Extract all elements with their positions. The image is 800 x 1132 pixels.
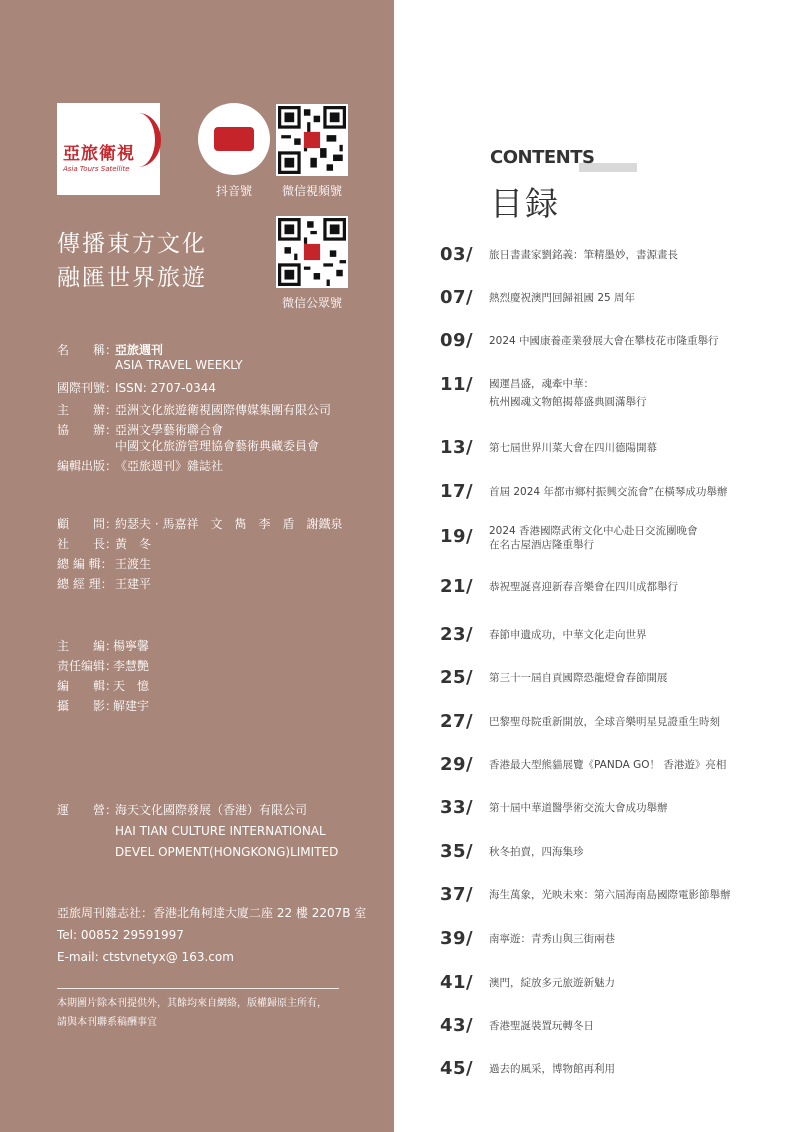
edit-value: 天 憶 — [113, 679, 150, 693]
douyin-caption: 抖音號 — [216, 184, 253, 198]
toc-page-number: 41/ — [440, 972, 474, 993]
toc-page-number: 19/ — [440, 526, 474, 547]
toc-title: 熱烈慶祝澳門回歸祖國 25 周年 — [489, 292, 636, 304]
resp-editor-key: 责任编辑： — [57, 659, 118, 673]
toc-page-number: 07/ — [440, 287, 474, 308]
masthead-block — [57, 340, 331, 476]
toc-title: 香港聖誕裝置玩轉冬日 — [489, 1020, 594, 1032]
masthead-name-value: 亞旅週刊 — [115, 343, 164, 357]
masthead-host-key: 主 辦： — [57, 403, 118, 417]
toc-title-line-2: 杭州國魂文物館揭幕盛典圓滿舉行 — [489, 396, 647, 408]
toc-page-number: 39/ — [440, 928, 474, 949]
toc-title: 2024 中國康養產業發展大會在攀枝花市隆重舉行 — [489, 335, 719, 347]
staff-block-2 — [57, 636, 149, 716]
resp-editor-value: 李慧艷 — [113, 659, 150, 673]
toc-title: 香港最大型熊貓展覽《PANDA GO！ 香港遊》亮相 — [489, 759, 727, 771]
toc-title: 國運昌盛，魂牽中華： — [489, 378, 594, 390]
contact-email[interactable]: E-mail: ctstvnetyx@ 163.com — [57, 950, 234, 964]
brand-logo — [57, 103, 160, 195]
toc-title: 第七屆世界川菜大會在四川德陽開幕 — [489, 442, 657, 454]
manager-key: 總 經 理： — [57, 577, 113, 591]
manager-value: 王建平 — [115, 577, 152, 591]
slogan-line-2: 融匯世界旅遊 — [57, 265, 207, 291]
contents-label: CONTENTS — [490, 147, 595, 168]
toc-title: 過去的風采，博物館再利用 — [489, 1063, 615, 1075]
editor-value: 楊寧馨 — [113, 639, 150, 653]
toc-title: 海生萬象，光映未來：第六屆海南島國際電影節舉辦 — [489, 889, 731, 901]
qr-pattern-icon — [278, 218, 346, 286]
operator-en-1: HAI TIAN CULTURE INTERNATIONAL — [115, 824, 326, 838]
toc-page-number: 45/ — [440, 1058, 474, 1079]
toc-title: 澳門，綻放多元旅遊新魅力 — [489, 977, 615, 989]
masthead-publisher-value: 《亞旅週刊》雜誌社 — [115, 459, 224, 473]
toc-title: 第十屆中華道醫學術交流大會成功舉辦 — [489, 802, 668, 814]
toc-page-number: 27/ — [440, 711, 474, 732]
masthead-host-value: 亞洲文化旅遊衛視國際傳媒集團有限公司 — [115, 403, 332, 417]
operator-block — [57, 800, 338, 863]
editor-key: 主 編： — [57, 639, 118, 653]
toc-title: 旅日書畫家劉銘義：筆精墨妙，書源畫長 — [489, 249, 678, 261]
toc-title: 巴黎聖母院重新開放，全球音樂明星見證重生時刻 — [489, 716, 720, 728]
masthead-issn-key: 國際刊號： — [57, 381, 118, 395]
toc-page-number: 33/ — [440, 797, 474, 818]
toc-title: 秋冬拍賣，四海集珍 — [489, 846, 584, 858]
copyright-note — [57, 994, 327, 1032]
douyin-qr-code[interactable] — [198, 103, 270, 175]
toc-page-number: 13/ — [440, 437, 474, 458]
toc-page-number: 35/ — [440, 841, 474, 862]
footer-divider — [57, 988, 339, 989]
president-value: 黃 冬 — [115, 537, 152, 551]
masthead-issn-value: ISSN: 2707-0344 — [115, 381, 217, 395]
photo-key: 攝 影： — [57, 699, 118, 713]
masthead-co-value-2: 中國文化旅游管理協會藝術典藏委員會 — [115, 439, 320, 453]
toc-page-number: 21/ — [440, 576, 474, 597]
operator-value: 海天文化國際發展（香港）有限公司 — [115, 803, 308, 817]
toc-title: 恭祝聖誕喜迎新春音樂會在四川成都舉行 — [489, 581, 678, 593]
toc-title: 2024 香港國際武術文化中心赴日交流團晚會 — [489, 525, 698, 537]
toc-title-line-2: 在名古屋酒店隆重舉行 — [489, 539, 594, 551]
douyin-logo-icon — [214, 127, 254, 151]
toc-page-number: 25/ — [440, 667, 474, 688]
wechat-public-qr-code[interactable] — [276, 216, 348, 288]
copyright-note-line-2: 請與本刊聯系稿酬事宜 — [57, 1017, 157, 1028]
toc-page-number: 43/ — [440, 1015, 474, 1036]
contact-tel: Tel: 00852 29591997 — [57, 928, 184, 942]
masthead-name-en: ASIA TRAVEL WEEKLY — [115, 358, 243, 372]
chief-editor-value: 王渡生 — [115, 557, 152, 571]
masthead-co-key: 協 辦： — [57, 423, 118, 437]
photo-value: 解建宇 — [113, 699, 150, 713]
toc-title: 第三十一屆自貢國際恐龍燈會春節開展 — [489, 672, 668, 684]
toc-page-number: 03/ — [440, 244, 474, 265]
qr-pattern-icon — [278, 106, 346, 174]
edit-key: 編 輯： — [57, 679, 118, 693]
masthead-name-key: 名 稱： — [57, 343, 118, 357]
toc-page-number: 09/ — [440, 330, 474, 351]
wechat-public-caption: 微信公眾號 — [282, 296, 343, 310]
toc-title: 春節申遺成功，中華文化走向世界 — [489, 629, 647, 641]
chief-editor-key: 總 編 輯： — [57, 557, 113, 571]
adviser-value: 約瑟夫 · 馬嘉祥 文 雋 李 盾 謝鐵泉 — [115, 517, 343, 531]
operator-en-2: DEVEL OPMENT(HONGKONG)LIMITED — [115, 845, 339, 859]
toc-page-number: 37/ — [440, 884, 474, 905]
slogan-line-1: 傳播東方文化 — [57, 231, 207, 257]
contact-address: 亞旅周刊雜志社：香港北角柯達大廈二座 22 樓 2207B 室 — [57, 906, 367, 920]
toc-page-number: 23/ — [440, 624, 474, 645]
wechat-video-caption: 微信視頻號 — [282, 184, 343, 198]
toc-title: 首屆 2024 年都市鄉村振興交流會”在橫琴成功舉辦 — [489, 486, 728, 498]
operator-key: 運 營： — [57, 803, 118, 817]
staff-block-1 — [57, 514, 342, 594]
president-key: 社 長： — [57, 537, 118, 551]
toc-page-number: 11/ — [440, 374, 474, 395]
wechat-video-qr-code[interactable] — [276, 104, 348, 176]
toc-page-number: 17/ — [440, 481, 474, 502]
toc-title: 南寧遊：青秀山與三街兩巷 — [489, 933, 615, 945]
masthead-publisher-key: 編輯出版： — [57, 459, 118, 473]
contents-title: 目録 — [490, 184, 560, 223]
contact-block — [57, 902, 366, 968]
left-panel — [0, 0, 394, 1132]
logo-title: 亞旅衛視 — [63, 144, 135, 164]
adviser-key: 顧 問： — [57, 517, 118, 531]
toc-page-number: 29/ — [440, 754, 474, 775]
copyright-note-line-1: 本期圖片除本刊提供外，其餘均來自網絡，版權歸原主所有， — [57, 998, 327, 1009]
masthead-co-value-1: 亞洲文學藝術聯合會 — [115, 423, 224, 437]
logo-subtitle: Asia Tours Satellite — [63, 165, 130, 173]
